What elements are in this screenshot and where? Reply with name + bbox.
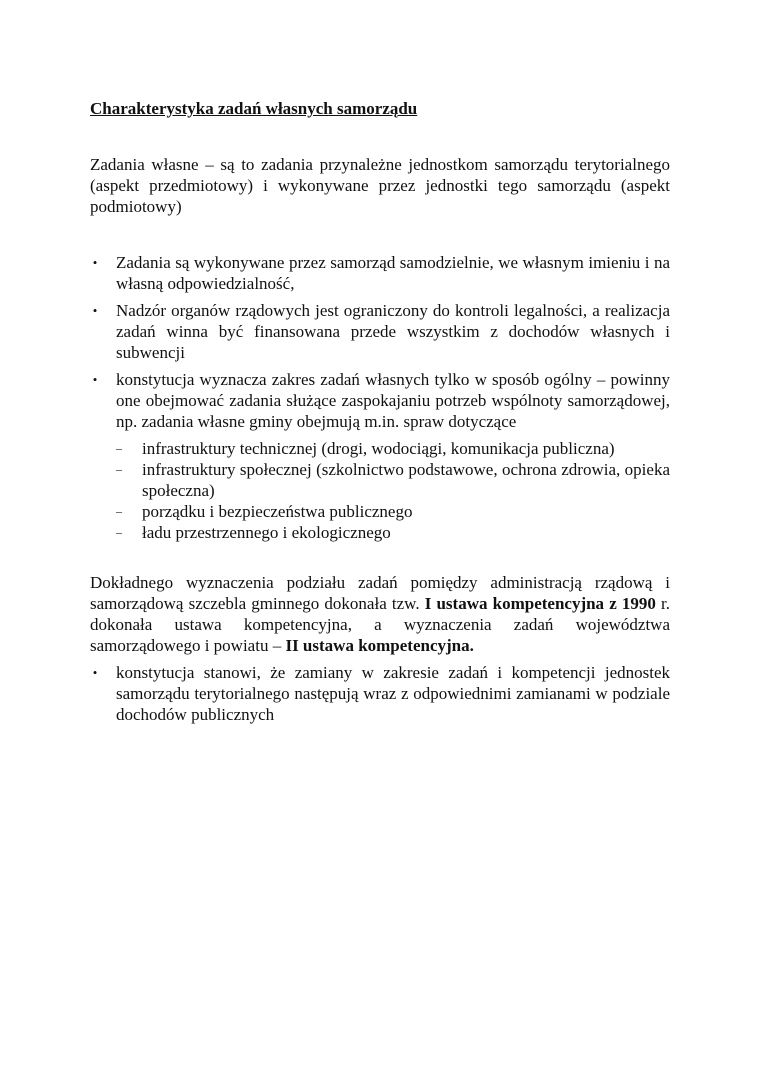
competence-paragraph	[90, 572, 670, 656]
sub-list	[116, 438, 670, 543]
competence-text-part2: r. dokonała ustawa kompetencyjna, a wyznaczenia zadań województwa samorządowego i powiatu –	[90, 594, 671, 655]
sub-list-item	[116, 501, 670, 522]
constitution-list	[90, 662, 670, 725]
dash-icon: –	[116, 462, 122, 476]
sub-list-item	[116, 438, 670, 459]
sub-list-item-text: infrastruktury społecznej (szkolnictwo podstawowe, ochrona zdrowia, opieka społeczna)	[142, 460, 670, 500]
competence-text-part1: Dokładnego wyznaczenia podziału zadań pomiędzy administracją rządową i samorządową szczebla gminnego dokonała tzw.	[90, 573, 670, 613]
characteristics-list	[90, 252, 670, 543]
list-item	[90, 662, 670, 725]
dash-icon: –	[116, 441, 122, 455]
bullet-icon: •	[92, 372, 98, 387]
sub-list-item-text: porządku i bezpieczeństwa publicznego	[142, 502, 413, 521]
bullet-icon: •	[92, 303, 98, 318]
list-item	[90, 369, 670, 543]
sub-list-item-text: infrastruktury technicznej (drogi, wodociągi, komunikacja publiczna)	[142, 439, 615, 458]
bullet-icon: •	[92, 665, 98, 680]
list-item-text: konstytucja wyznacza zakres zadań własnych tylko w sposób ogólny – powinny one obejmować zadania służące zaspokajaniu potrzeb wspólnoty samorządowej, np. zadania własne gminy obejmują m.in. spraw dotyczące	[116, 370, 670, 431]
dash-icon: –	[116, 504, 122, 518]
list-item-text: konstytucja stanowi, że zamiany w zakresie zadań i kompetencji jednostek samorządu terytorialnego następują wraz z odpowiednimi zamianami w podziale dochodów publicznych	[116, 663, 670, 724]
intro-paragraph: Zadania własne – są to zadania przynależne jednostkom samorządu terytorialnego (aspekt przedmiotowy) i wykonywane przez jednostki tego samorządu (aspekt podmiotowy)	[90, 155, 670, 216]
sub-list-item-text: ładu przestrzennego i ekologicznego	[142, 523, 391, 542]
list-item-text: Zadania są wykonywane przez samorząd samodzielnie, we własnym imieniu i na własną odpowiedzialność,	[116, 253, 670, 293]
first-act-bold: I ustawa kompetencyjna z 1990	[424, 594, 656, 613]
list-item-text: Nadzór organów rządowych jest ograniczony do kontroli legalności, a realizacja zadań winna być finansowana przede wszystkim z dochodów własnych i subwencji	[116, 301, 670, 362]
list-item	[90, 252, 670, 294]
bullet-icon: •	[92, 255, 98, 270]
dash-icon: –	[116, 525, 122, 539]
document-body	[90, 98, 670, 731]
sub-list-item	[116, 459, 670, 501]
list-item	[90, 300, 670, 363]
sub-list-item	[116, 522, 670, 543]
document-title: Charakterystyka zadań własnych samorządu	[90, 99, 418, 118]
second-act-bold: II ustawa kompetencyjna.	[285, 636, 474, 655]
